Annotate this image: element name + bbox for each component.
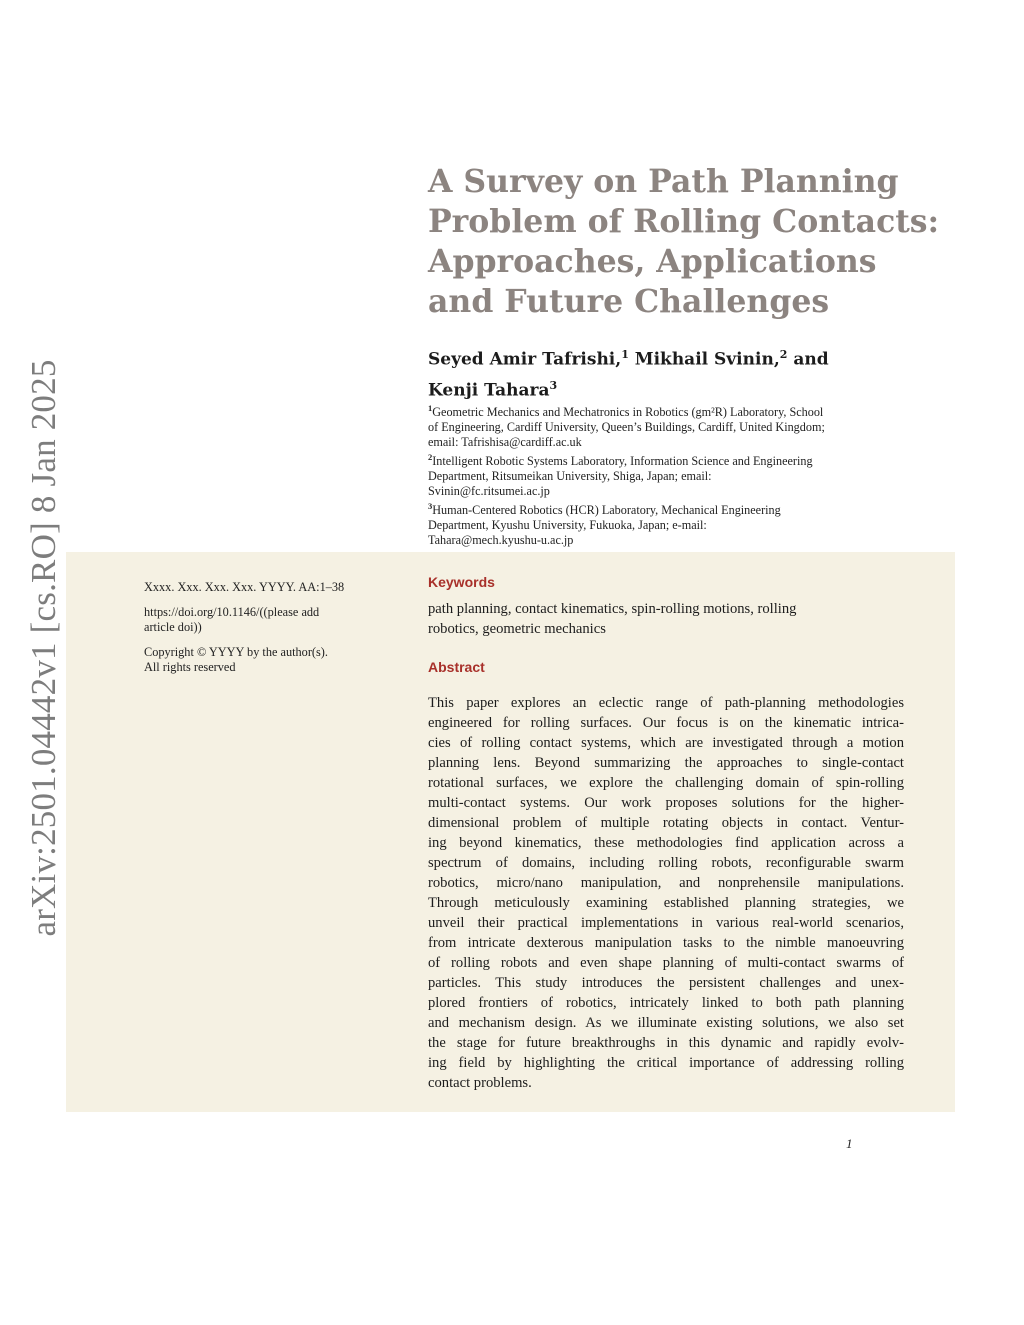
abstract-line: dimensional problem of multiple rotating objects in contact. Ventur- xyxy=(428,815,904,831)
affiliation-line: of Engineering, Cardiff University, Queen’s Buildings, Cardiff, United Kingdom; xyxy=(428,420,825,435)
abstract-body xyxy=(428,693,904,1093)
author-name: Seyed Amir Tafrishi, xyxy=(428,349,622,370)
affiliation-mark: 2 xyxy=(428,452,433,463)
title-line: Approaches, Applications xyxy=(428,243,877,280)
affiliation-line xyxy=(428,401,908,420)
copyright-line: All rights reserved xyxy=(144,660,236,674)
abstract-line: from intricate dexterous manipulation tasks to the nimble manoeuvring xyxy=(428,935,904,951)
author-affiliation-mark: 1 xyxy=(621,348,629,361)
keywords-line: robotics, geometric mechanics xyxy=(428,621,606,637)
affiliation-mark: 3 xyxy=(428,501,433,512)
affiliation-email: Tahara@mech.kyushu-u.ac.jp xyxy=(428,533,574,548)
abstract-line: unveil their practical implementations in various real-world scenarios, xyxy=(428,915,904,931)
abstract-heading: Abstract xyxy=(428,659,485,675)
citation-line: Xxxx. Xxx. Xxx. Xxx. YYYY. AA:1–38 xyxy=(144,580,345,594)
copyright-line: Copyright © YYYY by the author(s). xyxy=(144,645,328,659)
abstract-line: and mechanism design. As we illuminate existing solutions, we also set xyxy=(428,1015,904,1031)
doi xyxy=(144,605,384,635)
author-name: Kenji Tahara xyxy=(428,380,550,401)
affiliation-text: Geometric Mechanics and Mechatronics in Robotics (gm²R) Laboratory, School xyxy=(432,405,824,420)
doi-line: https://doi.org/10.1146/((please add xyxy=(144,605,320,619)
publication-metadata xyxy=(144,580,384,685)
title-line: and Future Challenges xyxy=(428,283,830,320)
keywords-heading: Keywords xyxy=(428,574,495,590)
abstract-line: ing beyond kinematics, these methodologies find application across a xyxy=(428,835,904,851)
abstract-line: Through meticulously examining established planning strategies, we xyxy=(428,895,904,911)
abstract-line: This paper explores an eclectic range of path-planning methodologies xyxy=(428,695,904,711)
author-affiliation-mark: 3 xyxy=(549,378,558,392)
author-line xyxy=(428,373,928,404)
affiliation-line: Department, Kyushu University, Fukuoka, Japan; e-mail: xyxy=(428,518,707,533)
affiliation-email: Svinin@fc.ritsumei.ac.jp xyxy=(428,484,550,499)
keywords-list xyxy=(428,599,908,639)
affiliation-line xyxy=(428,450,908,469)
abstract-line: ing field by highlighting the critical importance of addressing rolling xyxy=(428,1055,904,1071)
abstract-line: plored frontiers of robotics, intricately linked to both path planning xyxy=(428,995,904,1011)
abstract-line: robotics, micro/nano manipulation, and nonprehensile manipulations. xyxy=(428,875,904,891)
author-line xyxy=(428,342,928,373)
abstract-line: of rolling robots and even shape planning of multi-contact swarms of xyxy=(428,955,904,971)
title-line: A Survey on Path Planning xyxy=(428,163,899,200)
abstract-line: contact problems. xyxy=(428,1075,532,1091)
affiliation-text: Intelligent Robotic Systems Laboratory, Information Science and Engineering xyxy=(432,454,813,469)
paper-title xyxy=(428,162,948,322)
keywords-line: path planning, contact kinematics, spin-rolling motions, rolling xyxy=(428,601,797,617)
abstract-line: rotational surfaces, we explore the challenging domain of spin-rolling xyxy=(428,775,904,791)
affiliation-line: Department, Ritsumeikan University, Shiga, Japan; email: xyxy=(428,469,712,484)
abstract-line: spectrum of domains, including rolling robots, reconfigurable swarm xyxy=(428,855,904,871)
abstract-line: multi-contact systems. Our work proposes solutions for the higher- xyxy=(428,795,904,811)
author-affiliation-mark: 2 xyxy=(779,348,788,361)
affiliation-email: email: Tafrishisa@cardiff.ac.uk xyxy=(428,435,582,450)
arxiv-identifier-stamp: arXiv:2501.04442v1 [cs.RO] 8 Jan 2025 xyxy=(24,359,63,937)
affiliation-line xyxy=(428,499,908,518)
affiliation-text: Human-Centered Robotics (HCR) Laboratory, Mechanical Engineering xyxy=(432,503,781,518)
affiliations xyxy=(428,401,908,548)
author-list xyxy=(428,342,928,403)
abstract-line: the stage for future breakthroughs in this dynamic and rapidly evolv- xyxy=(428,1035,904,1051)
author-conjunction: and xyxy=(787,349,829,370)
doi-line: article doi)) xyxy=(144,620,202,634)
abstract-line: engineered for rolling surfaces. Our focus is on the kinematic intrica- xyxy=(428,715,904,731)
abstract-line: particles. This study introduces the persistent challenges and unex- xyxy=(428,975,904,991)
abstract-line: planning lens. Beyond summarizing the approaches to single-contact xyxy=(428,755,904,771)
page-number: 1 xyxy=(846,1136,853,1151)
affiliation-mark: 1 xyxy=(428,403,433,413)
copyright xyxy=(144,645,384,675)
abstract-line: cies of rolling contact systems, which are investigated through a motion xyxy=(428,735,904,751)
author-name: Mikhail Svinin, xyxy=(628,349,780,370)
title-line: Problem of Rolling Contacts: xyxy=(428,203,940,240)
